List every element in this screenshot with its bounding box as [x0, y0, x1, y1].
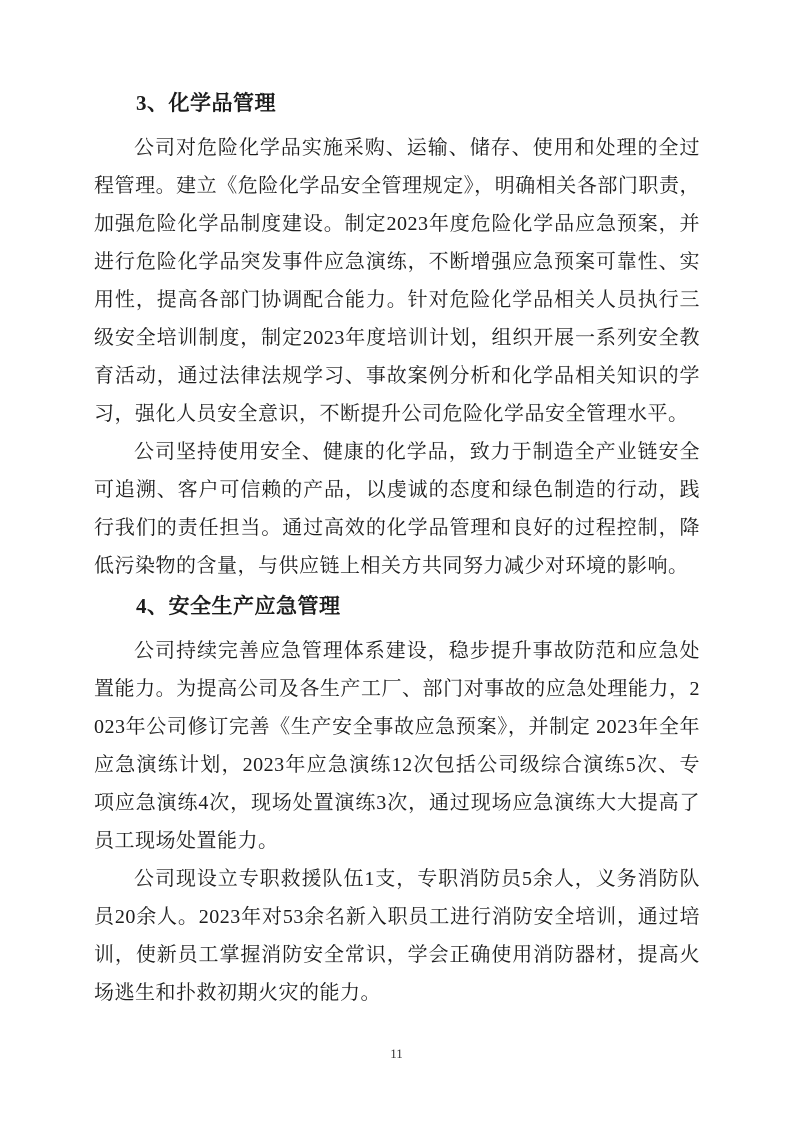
- paragraph: 公司坚持使用安全、健康的化学品，致力于制造全产业链安全可追溯、客户可信赖的产品，以虔诚的态度和绿色制造的行动，践行我们的责任担当。通过高效的化学品管理和良好的过程控制，降低污染物的含量，与供应链上相关方共同努力减少对环境的影响。: [94, 441, 700, 577]
- paragraph: 公司现设立专职救援队伍1支，专职消防员5余人，义务消防队员20余人。2023年对53余名新入职员工进行消防安全培训，通过培训，使新员工掌握消防安全常识，学会正确使用消防器材，提高火场逃生和扑救初期火灾的能力。: [94, 868, 700, 1004]
- paragraph: 公司持续完善应急管理体系建设，稳步提升事故防范和应急处置能力。为提高公司及各生产工厂、部门对事故的应急处理能力，2023年公司修订完善《生产安全事故应急预案》，并制定 2023年全年应急演练计划，2023年应急演练12次包括公司级综合演练5次、专项应急演练4次，现场处置演练3次，通过现场应急演练大大提高了员工现场处置能力。: [94, 640, 700, 852]
- document-content: [94, 84, 700, 1012]
- section-chemical-management: [94, 84, 700, 585]
- page-number: 11: [390, 1046, 403, 1061]
- section-heading-emergency-management: 4、安全生产应急管理: [136, 594, 341, 618]
- paragraph: 公司对危险化学品实施采购、运输、储存、使用和处理的全过程管理。建立《危险化学品安全管理规定》，明确相关各部门职责，加强危险化学品制度建设。制定2023年度危险化学品应急预案，并进行危险化学品突发事件应急演练，不断增强应急预案可靠性、实用性，提高各部门协调配合能力。针对危险化学品相关人员执行三级安全培训制度，制定2023年度培训计划，组织开展一系列安全教育活动，通过法律法规学习、事故案例分析和化学品相关知识的学习，强化人员安全意识，不断提升公司危险化学品安全管理水平。: [94, 137, 700, 425]
- section-emergency-management: [94, 587, 700, 1012]
- section-heading-chemical-management: 3、化学品管理: [136, 91, 276, 115]
